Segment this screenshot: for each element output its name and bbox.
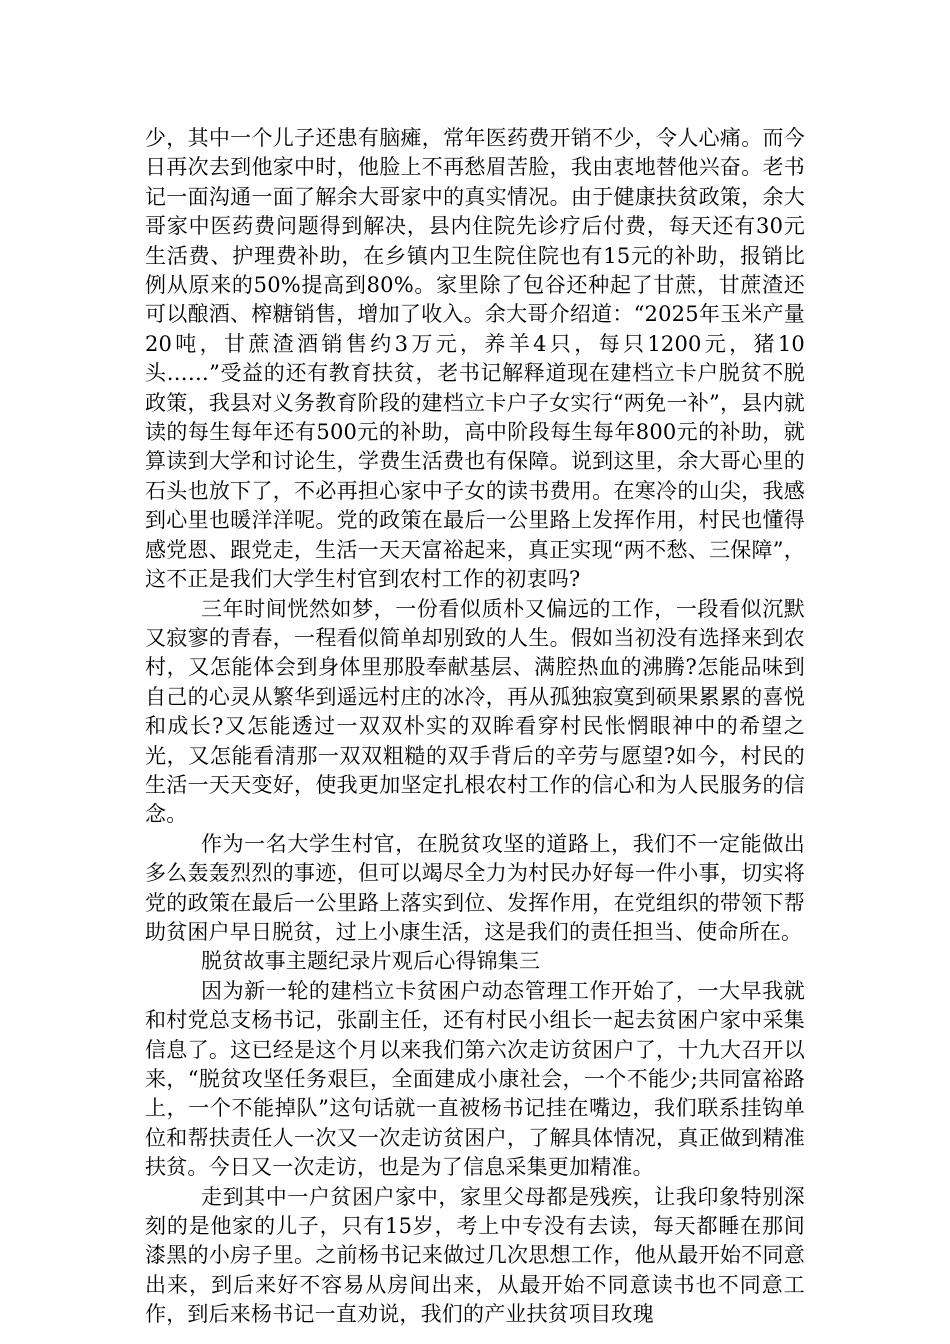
paragraph-4: 因为新一轮的建档立卡贫困户动态管理工作开始了，一大早我就和村党总支杨书记，张副主任，还有村民小组长一起去贫困户家中采集信息了。这已经是这个月以来我们第六次走访贫困户了，十九大召开以来，“脱贫攻坚任务艰巨，全面建成小康社会，一个不能少;共同富裕路上，一个不能掉队”这句话就一直被杨书记挂在嘴边，我们联系挂钩单位和帮扶责任人一次又一次走访贫困户，了解具体情况，真正做到精准扶贫。今日又一次走访，也是为了信息采集更加精准。 bbox=[145, 978, 805, 1180]
paragraph-2: 三年时间恍然如梦，一份看似质朴又偏远的工作，一段看似沉默又寂寥的青春，一程看似简单却别致的人生。假如当初没有选择来到农村，又怎能体会到身体里那股奉献基层、满腔热血的沸腾?怎能品味到自己的心灵从繁华到遥远村庄的冰冷，再从孤独寂寞到硕果累累的喜悦和成长?又怎能透过一双双朴实的双眸看穿村民怅惘眼神中的希望之光，又怎能看清那一双双粗糙的双手背后的辛劳与愿望?如今，村民的生活一天天变好，使我更加坚定扎根农村工作的信心和为人民服务的信念。 bbox=[145, 596, 805, 827]
paragraph-1: 少，其中一个儿子还患有脑瘫，常年医药费开销不少，令人心痛。而今日再次去到他家中时，他脸上不再愁眉苦脸，我由衷地替他兴奋。老书记一面沟通一面了解余大哥家中的真实情况。由于健康扶贫政策，余大哥家中医药费问题得到解决，县内住院先诊疗后付费，每天还有30元生活费、护理费补助，在乡镇内卫生院住院也有15元的补助，报销比例从原来的50%提高到80%。家里除了包谷还种起了甘蔗，甘蔗渣还可以酿酒、榨糖销售，增加了收入。余大哥介绍道：“2025年玉米产量20吨，甘蔗渣酒销售约3万元，养羊4只，每只1200元，猪10头……”受益的还有教育扶贫，老书记解释道现在建档立卡户脱贫不脱政策，我县对义务教育阶段的建档立卡户子女实行“两免一补”，县内就读的每生每年还有500元的补助，高中阶段每生每年800元的补助，就算读到大学和讨论生，学费生活费也有保障。说到这里，余大哥心里的石头也放下了，不必再担心家中子女的读书费用。在寒冷的山尖，我感到心里也暖洋洋呢。党的政策在最后一公里路上发挥作用，村民也懂得感党恩、跟党走，生活一天天富裕起来，真正实现“两不愁、三保障”，这不正是我们大学生村官到农村工作的初衷吗? bbox=[145, 126, 805, 592]
paragraph-3: 作为一名大学生村官，在脱贫攻坚的道路上，我们不一定能做出多么轰轰烈烈的事迹，但可以竭尽全力为村民办好每一件小事，切实将党的政策在最后一公里路上落实到位、发挥作用，在党组织的带领下帮助贫困户早日脱贫，过上小康生活，这是我们的责任担当、使命所在。 bbox=[145, 831, 805, 944]
document-page bbox=[145, 124, 805, 1330]
paragraph-5: 走到其中一户贫困户家中，家里父母都是残疾，让我印象特别深刻的是他家的儿子，只有15岁，考上中专没有去读，每天都睡在那间漆黑的小房子里。之前杨书记来做过几次思想工作，他从最开始不同意出来，到后来好不容易从房间出来，从最开始不同意读书也不同意工作，到后来杨书记一直劝说，我们的产业扶贫项目玫瑰 bbox=[145, 1184, 805, 1327]
section-heading: 脱贫故事主题纪录片观后心得锦集三 bbox=[201, 949, 541, 974]
